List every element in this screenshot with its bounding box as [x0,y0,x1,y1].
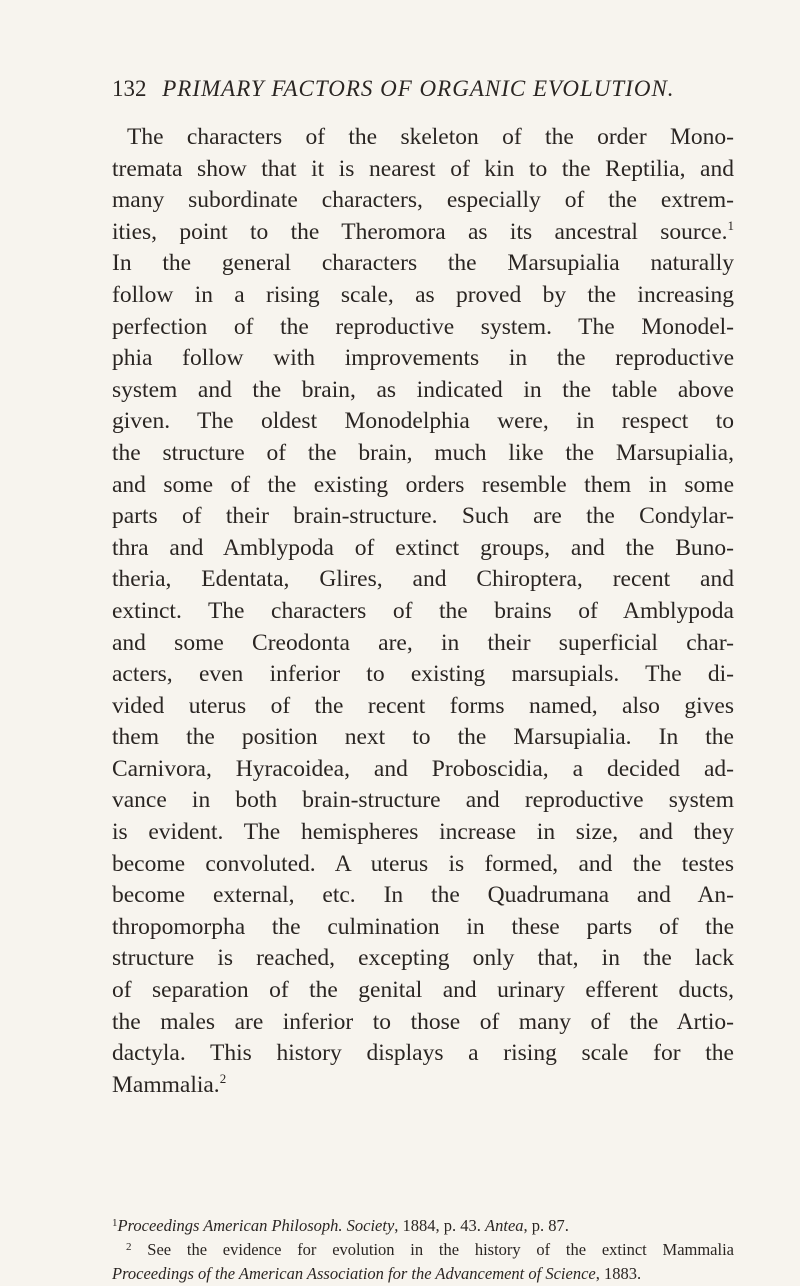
footnote-2 [112,1238,734,1262]
text-line: become external, etc. In the Quadrumana and An- [112,882,734,909]
footnote-1 [112,1214,734,1238]
text-line: acters, even inferior to existing marsupials. The di- [112,661,734,688]
text-line: follow in a rising scale, as proved by the increasing [112,281,734,308]
text-line: phia follow with improvements in the reproductive [112,345,734,372]
text-line [112,1070,734,1102]
text-line: is evident. The hemispheres increase in size, and they [112,819,734,846]
page-number: 132 [112,76,147,101]
text-line: the structure of the brain, much like the Marsupialia, [112,439,734,466]
text-line [112,217,734,249]
footnote-text: , 1883. [595,1264,642,1283]
text-line: Carnivora, Hyracoidea, and Proboscidia, a decided ad- [112,755,734,782]
footnotes [112,1214,734,1286]
footnote-text: , p. 87. [523,1216,569,1235]
footnote-mark: 1 [112,1217,118,1229]
running-title: PRIMARY FACTORS OF ORGANIC EVOLUTION. [162,76,675,101]
text-line: vance in both brain-structure and reproductive system [112,787,734,814]
text-line: theria, Edentata, Glires, and Chiroptera, recent and [112,566,734,593]
text-line: perfection of the reproductive system. The Monodel- [112,313,734,340]
footnote-2-continued [112,1262,734,1286]
text-line: vided uterus of the recent forms named, also gives [112,692,734,719]
footnote-ref-2: 2 [219,1070,227,1086]
text-line: system and the brain, as indicated in the table above [112,376,734,403]
footnote-text: See the evidence for evolution in the history of the extinct Mammalia [147,1240,734,1259]
text-line: and some Creodonta are, in their superficial char- [112,629,734,656]
text-line: the males are inferior to those of many of the Artio- [112,1008,734,1035]
text-line: thra and Amblypoda of extinct groups, and the Buno- [112,534,734,561]
text-line: of separation of the genital and urinary efferent ducts, [112,977,734,1004]
text-line: The characters of the skeleton of the order Mono- [127,124,734,150]
text-line: become convoluted. A uterus is formed, and the testes [112,850,734,877]
text-line: thropomorpha the culmination in these parts of the [112,913,734,940]
text-line: many subordinate characters, especially of the extrem- [112,187,734,214]
footnote-source-title: Proceedings of the American Association for the Advancement of Science [112,1264,596,1283]
text-line: them the position next to the Marsupialia. In the [112,724,734,751]
footnote-text: , 1884, p. 43. [394,1216,486,1235]
text-line: given. The oldest Monodelphia were, in respect to [112,408,734,435]
footnote-ref-title: Antea [485,1216,524,1235]
text-line: structure is reached, excepting only that, in the lack [112,945,734,972]
text-line-content: ities, point to the Theromora as its ancestral source. [112,218,728,245]
text-line: parts of their brain-structure. Such are the Condylar- [112,503,734,530]
text-line: tremata show that it is nearest of kin to the Reptilia, and [112,155,734,182]
running-header [112,74,732,104]
footnote-mark: 2 [126,1241,132,1253]
text-line-content: Mammalia. [112,1071,220,1098]
text-line: extinct. The characters of the brains of Amblypoda [112,597,734,624]
text-line: dactyla. This history displays a rising scale for the [112,1040,734,1067]
footnote-source-title: Proceedings American Philosoph. Society [117,1216,395,1235]
footnote-ref-1: 1 [727,217,734,233]
text-line: and some of the existing orders resemble them in some [112,471,734,498]
text-line: In the general characters the Marsupialia naturally [112,250,734,277]
main-paragraph [112,122,734,1101]
